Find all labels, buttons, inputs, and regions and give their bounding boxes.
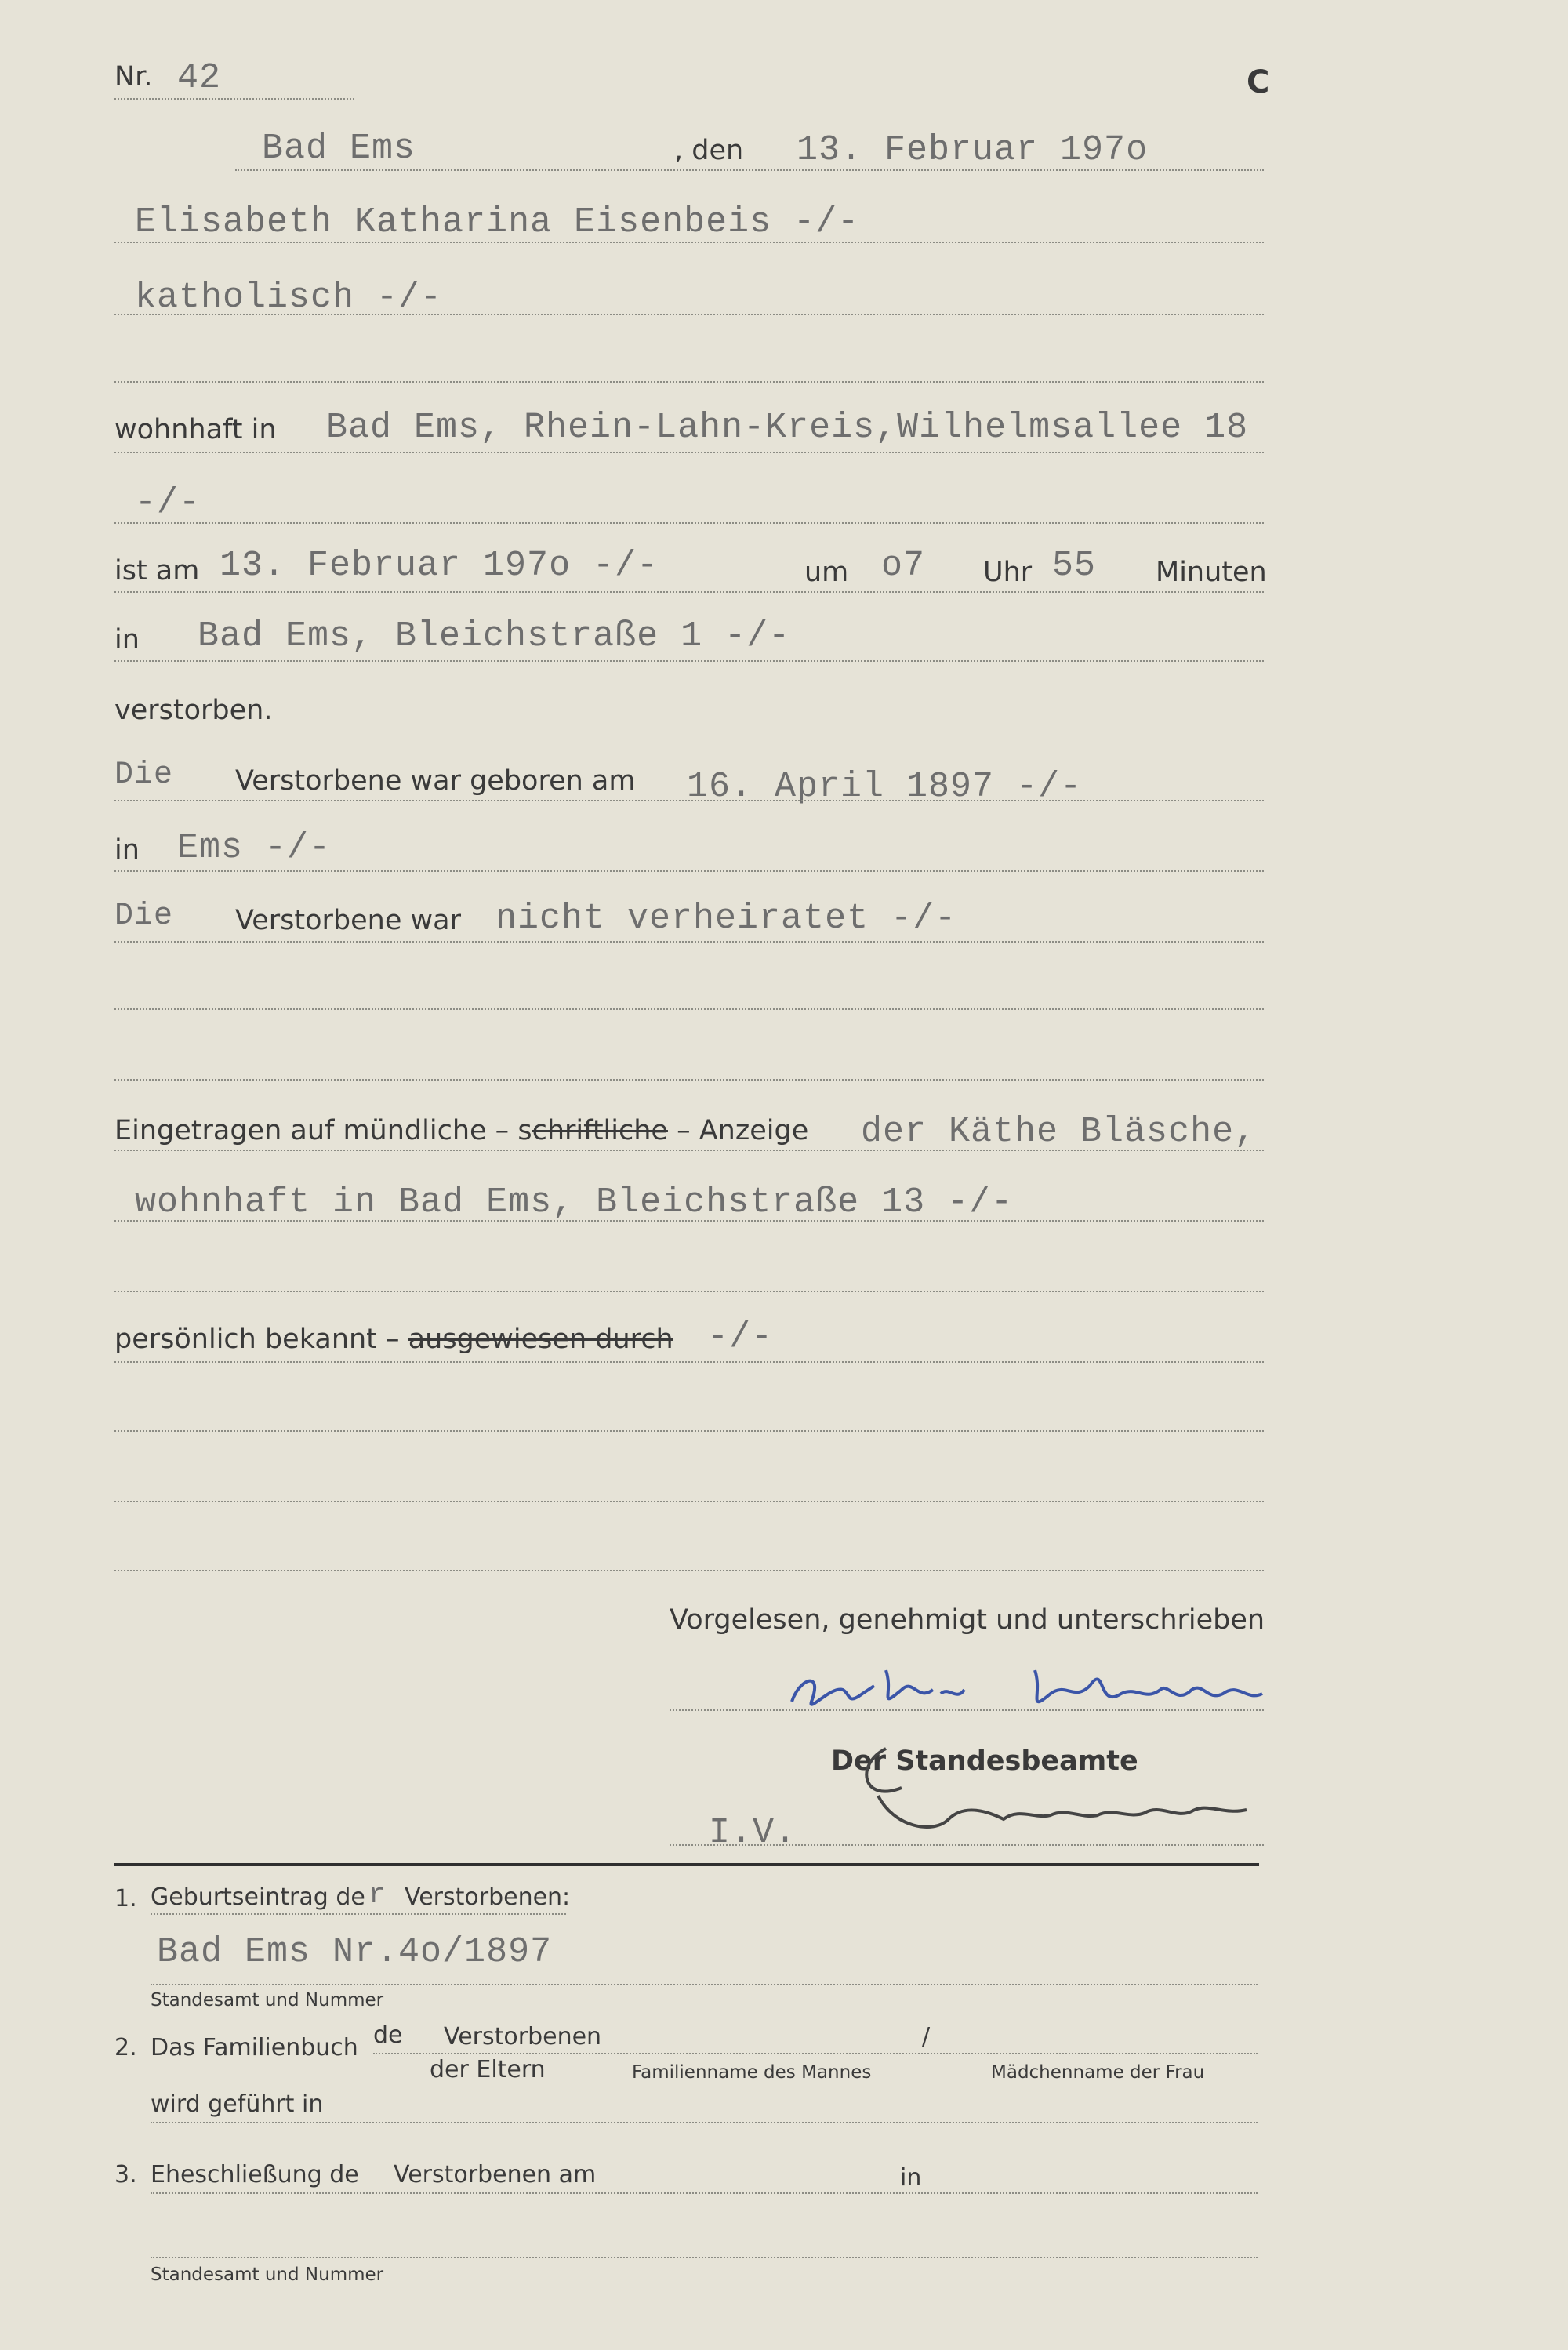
death-date: 13. Februar 197o -/- xyxy=(220,546,659,586)
birth-die-typed: Die xyxy=(114,757,174,793)
blank-line-1 xyxy=(114,381,1264,383)
record-date: 13. Februar 197o xyxy=(797,130,1149,170)
identity-value: -/- xyxy=(707,1317,774,1357)
identity-label-a: persönlich bekannt – xyxy=(114,1324,400,1355)
note-2-slash: / xyxy=(922,2023,931,2050)
note-3-label-a: Eheschließung de xyxy=(151,2161,359,2188)
iv-label: I.V. xyxy=(709,1813,797,1853)
date-line xyxy=(235,169,1264,171)
residence-line xyxy=(114,452,1264,453)
signature-informant xyxy=(776,1647,1278,1733)
time-um-label: um xyxy=(804,557,849,588)
note-2-line-a xyxy=(373,2053,1258,2054)
nr-line xyxy=(114,98,354,100)
note-1-num: 1. xyxy=(114,1885,137,1912)
minuten-label: Minuten xyxy=(1156,557,1267,588)
religion-line xyxy=(114,314,1264,315)
death-hour: o7 xyxy=(881,546,926,586)
note-1-line-a xyxy=(151,1913,566,1915)
signature-registrar xyxy=(831,1741,1270,1843)
note-1-caption: Standesamt und Nummer xyxy=(151,1990,384,2010)
report-label-s: s xyxy=(517,1115,532,1146)
signature-line-2 xyxy=(670,1844,1264,1846)
death-place: Bad Ems, Bleichstraße 1 -/- xyxy=(198,616,791,656)
birth-place-label: in xyxy=(114,834,140,866)
note-1-line-b xyxy=(151,1984,1258,1985)
signature-line-1 xyxy=(670,1709,1264,1711)
note-2-husband-caption: Familienname des Mannes xyxy=(632,2062,872,2083)
report-label-b: – Anzeige xyxy=(677,1115,809,1146)
death-place-line xyxy=(114,660,1264,662)
note-3-line-a xyxy=(151,2192,1258,2194)
note-1-label-a: Geburtseintrag de xyxy=(151,1883,365,1911)
report-label xyxy=(114,1115,808,1146)
report-line xyxy=(114,1150,1264,1151)
form-letter: C xyxy=(1247,64,1270,100)
birth-place: Ems -/- xyxy=(177,828,332,868)
section-divider xyxy=(114,1863,1259,1866)
residence-line-2 xyxy=(114,522,1264,524)
blank-line-3 xyxy=(114,1079,1264,1081)
blank-line-4 xyxy=(114,1291,1264,1292)
note-1-typed-r: r xyxy=(368,1879,387,1911)
religion: katholisch -/- xyxy=(135,278,443,318)
informant: der Käthe Bläsche, xyxy=(861,1112,1257,1152)
informant-line xyxy=(114,1220,1264,1222)
note-2-label: Das Familienbuch xyxy=(151,2034,358,2061)
name-line xyxy=(114,242,1264,243)
marital-label: Verstorbene war xyxy=(235,905,461,936)
read-approved-signed: Vorgelesen, genehmigt und unterschrieben xyxy=(670,1604,1265,1636)
death-place-label: in xyxy=(114,624,140,656)
note-2-num: 2. xyxy=(114,2034,137,2061)
note-2-de: de xyxy=(373,2021,403,2049)
report-label-struck: chriftliche xyxy=(532,1115,668,1146)
identity-label xyxy=(114,1324,673,1355)
death-date-label: ist am xyxy=(114,555,200,587)
note-2-kept-in: wird geführt in xyxy=(151,2090,324,2118)
den-label: , den xyxy=(674,135,744,166)
birth-label: Verstorbene war geboren am xyxy=(235,765,636,797)
birth-register-entry: Bad Ems Nr.4o/1897 xyxy=(157,1932,553,1972)
blank-line-2 xyxy=(114,1008,1264,1010)
note-1-label-b: Verstorbenen: xyxy=(405,1883,571,1911)
marital-line xyxy=(114,941,1264,943)
birth-date: 16. April 1897 -/- xyxy=(687,767,1083,807)
birth-place-line xyxy=(114,870,1264,872)
identity-line xyxy=(114,1361,1264,1363)
note-3-line-b xyxy=(151,2257,1258,2258)
uhr-label: Uhr xyxy=(983,557,1033,588)
residence-value: Bad Ems, Rhein-Lahn-Kreis,Wilhelmsallee 18 xyxy=(326,408,1249,448)
note-3-num: 3. xyxy=(114,2161,137,2188)
identity-label-struck: ausgewiesen durch xyxy=(408,1324,673,1355)
death-time-line xyxy=(114,591,1264,593)
verstorben-text: verstorben. xyxy=(114,695,273,726)
death-minutes: 55 xyxy=(1052,546,1097,586)
marital-status: nicht verheiratet -/- xyxy=(495,899,957,939)
birth-date-line xyxy=(114,800,1264,801)
note-3-caption: Standesamt und Nummer xyxy=(151,2265,384,2285)
deceased-name: Elisabeth Katharina Eisenbeis -/- xyxy=(135,202,860,242)
blank-line-7 xyxy=(114,1570,1264,1571)
note-3-label-b: Verstorbenen am xyxy=(394,2161,597,2188)
note-2-line-b xyxy=(151,2122,1258,2123)
note-2-wife-caption: Mädchenname der Frau xyxy=(991,2062,1205,2083)
blank-line-6 xyxy=(114,1501,1264,1502)
registrar-title: Der Standesbeamte xyxy=(831,1745,1138,1777)
nr-label: Nr. xyxy=(114,61,153,93)
residence-value-2: -/- xyxy=(135,483,201,523)
report-label-a: Eingetragen auf mündliche – xyxy=(114,1115,510,1146)
marital-die-typed: Die xyxy=(114,899,174,934)
nr-value: 42 xyxy=(177,58,222,98)
note-2-eltern: der Eltern xyxy=(430,2056,546,2083)
residence-label: wohnhaft in xyxy=(114,414,277,445)
note-3-in: in xyxy=(900,2164,922,2192)
blank-line-5 xyxy=(114,1430,1264,1432)
note-2-verstorbenen: Verstorbenen xyxy=(444,2023,602,2050)
place-of-record: Bad Ems xyxy=(262,129,416,169)
informant-residence: wohnhaft in Bad Ems, Bleichstraße 13 -/- xyxy=(135,1182,1014,1222)
